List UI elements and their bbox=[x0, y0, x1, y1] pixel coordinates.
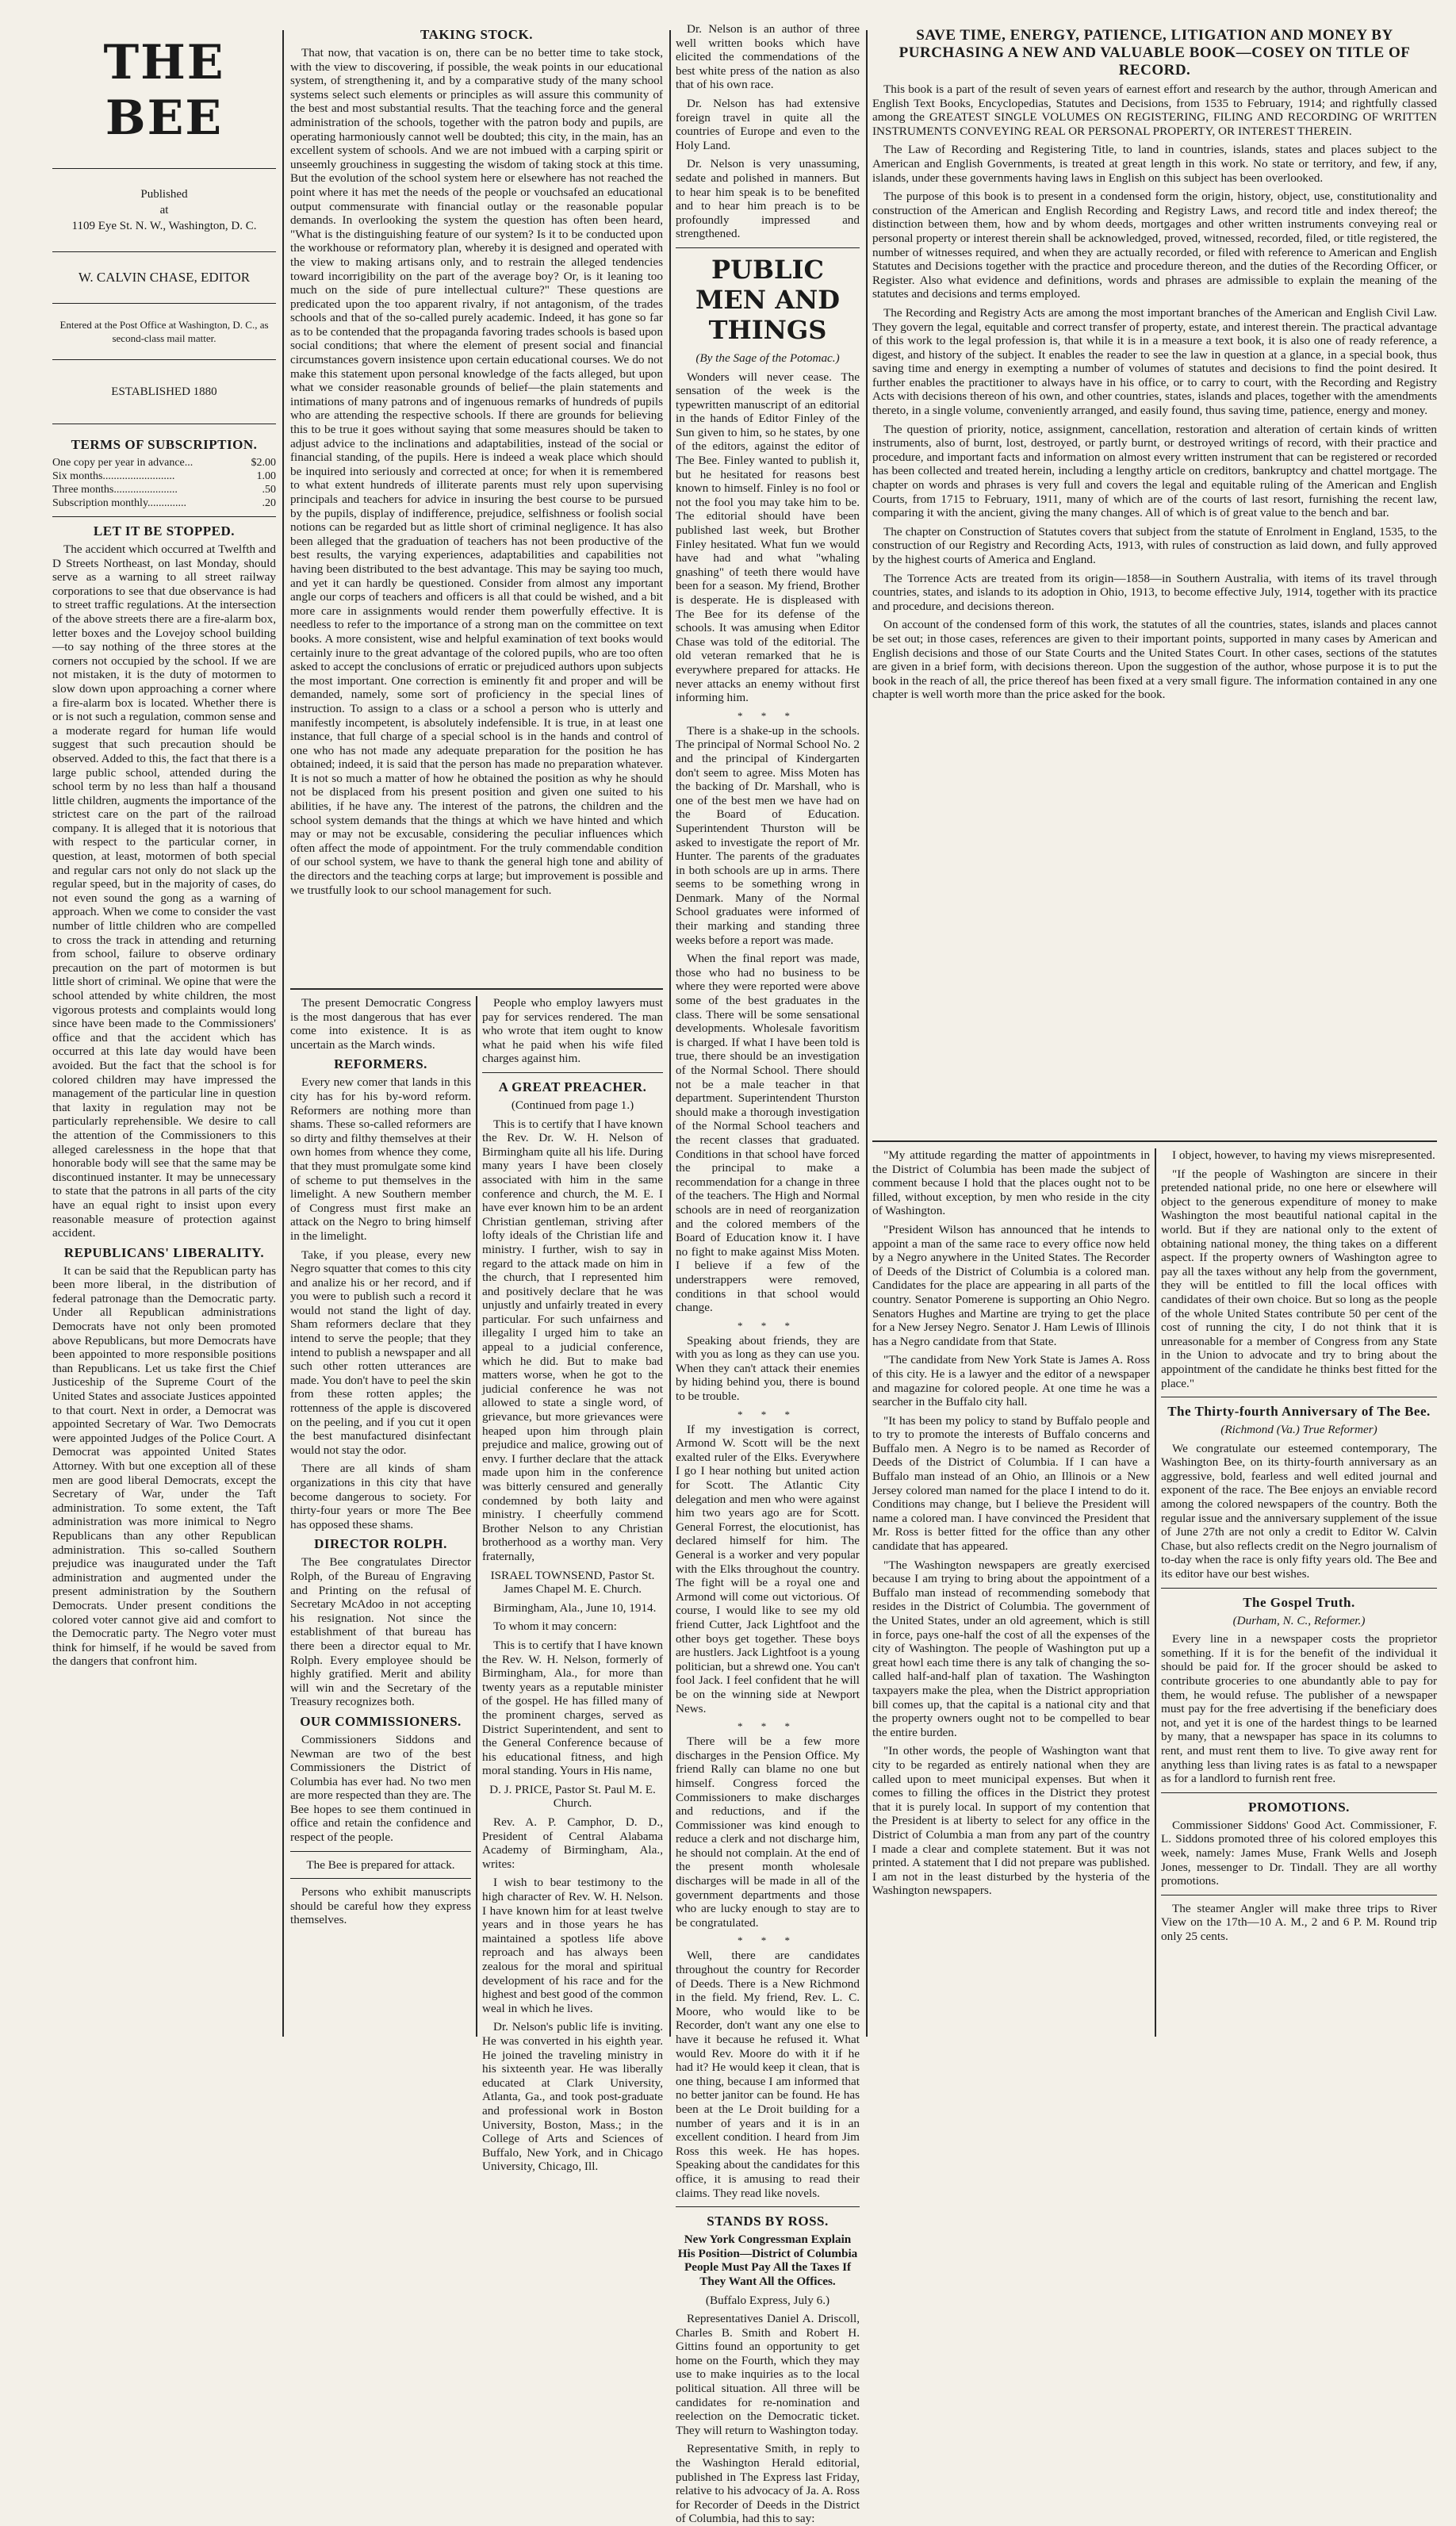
divider bbox=[482, 1072, 663, 1073]
entered-notice: Entered at the Post Office at Washington, D. C., as second-class mail matter. bbox=[59, 319, 269, 344]
newspaper-page bbox=[52, 22, 1440, 2526]
divider bbox=[290, 1878, 471, 1879]
section-rule bbox=[290, 988, 663, 990]
article-heading: TAKING STOCK. bbox=[420, 27, 533, 42]
column-rule bbox=[476, 996, 477, 2037]
advert-paragraph: The purpose of this book is to present in a condensed form the origin, history, object, use, constitutionality and construction of the American and English Recording and Registry Laws, and record title and index thereof; the distinction between them, how and by whom deeds, mortgages and other written instruments conveying real or personal property or interest therein shall be acknowledged, proved, witnessed, recorded, filed, or title registered, the number of witnesses required, and when they are actually recorded, or filed with reference to American and English Statutes and Decisions together with the practice and procedure thereon, and the duties of the Recording Officer, or Register. Also what evidence and definitions, words and phrases are admissible to explain the meaning of the statutes and decisions and terms employed. bbox=[872, 190, 1437, 301]
terms-heading: TERMS OF SUBSCRIPTION. bbox=[71, 437, 258, 452]
article-paragraph: Commissioners Siddons and Newman are two of the best Commissioners the District of Columbia has ever had. No two men are more respected than they are. The Bee hopes to see them continued in office and retain the confidence and respect of the people. bbox=[290, 1732, 471, 1845]
advert-paragraph: The chapter on Construction of Statutes covers that subject from the statute of Enrolment in England, 1535, to the construction of our Registry and Recording Acts, 1913, with rules of construction as laid down, and fully approved by the highest courts of America and England. bbox=[872, 524, 1437, 566]
separator-stars: * * * bbox=[738, 1319, 798, 1332]
column-rule bbox=[669, 30, 671, 2037]
column-1 bbox=[52, 22, 276, 2037]
byline: (Richmond (Va.) True Reformer) bbox=[1220, 1423, 1377, 1437]
byline: (Durham, N. C., Reformer.) bbox=[1232, 1613, 1366, 1627]
article-paragraph: "The candidate from New York State is James A. Ross of this city. He is a lawyer and the editor of a newspaper and magazine for colored people. At one time he was a searcher in the Buffalo city hall. bbox=[872, 1353, 1150, 1409]
article-paragraph: Every new comer that lands in this city has for his by-word reform. Reformers are nothing more than shams. These so-called reformers are so dirty and filthy themselves at their own homes from whence they come, that they must promulgate some kind of scheme to put themselves in the limelight. A new Southern member of Congress must first make an attack on the Negro to bring himself in the limelight. bbox=[290, 1075, 471, 1243]
article-paragraph: Rev. A. P. Camphor, D. D., President of Central Alabama Academy of Birmingham, Ala., writes: bbox=[482, 1815, 663, 1871]
masthead-title: THE BEE bbox=[103, 35, 225, 146]
divider bbox=[290, 1851, 471, 1852]
article-paragraph: The accident which occurred at Twelfth and D Streets Northeast, on last Monday, should serve as a warning to all street railway corporations to see that due observance is had to street traffic regulations. At the intersection of the above streets there are a fire-alarm box, letter boxes and the Lovejoy school building—to say nothing of the three stores at the corners not occupied by the school. If we are not mistaken, it is the duty of motormen to slow down upon approaching a corner where a fire-alarm box is located. Whether there is or is not such a regulation, common sense and a moderate regard for human life would suggest that such precaution should be observed. Added to this, the fact that there is a large public school, attended during the school term by no less than half a thousand little children, augments the importance of the strictest care on the part of the railroad company. It is alleged that it is notorious that with respect to the particular corner, in question, at least, motormen of both special and regular cars not only do not slack up the regular speed, but in the majority of cases, do not even sound the gong as a warning of approach. When we come to consider the vast number of little children who are compelled to cross the track in attending and returning from school, failure to observe ordinary precaution on the part of motormen is but little short of criminal. We opine that were the school attended by white children, the most vigorous protests and complaints would long since have been made to the Commissioners' office and that the accident which has occurred at this late day would have been avoided. But the fact that the school is for colored children may have impressed the management of the particular line in question that laxity in regulation may not be particularly reprehensible. We desire to call the attention of the Commissioners to this alleged carelessness in the hope that that honorable body will see that the same may be discontinued instanter. It may be unnecessary to state that the patrons in all parts of the city have an equal right to insist upon every reasonable measure of protection against accident. bbox=[52, 542, 276, 1240]
at-label: at bbox=[159, 204, 169, 217]
article-heading: REPUBLICANS' LIBERALITY. bbox=[63, 1244, 265, 1260]
article-paragraph: Persons who exhibit manuscripts should be careful how they express themselves. bbox=[290, 1885, 471, 1927]
article-paragraph: The steamer Angler will make three trips to River View on the 17th—10 A. M., 2 and 6 P. M. Round trip only 25 cents. bbox=[1161, 1901, 1437, 1943]
article-paragraph: The Bee congratulates Director Rolph, of the Bureau of Engraving and Printing on the refusal of Secretary McAdoo in not accepting his resignation. Not since the establishment of that bureau has there been a director equal to Mr. Rolph. Every employee should be highly gratified. Merit and ability will win and the Secretary of the Treasury recognizes both. bbox=[290, 1555, 471, 1709]
column-rule bbox=[282, 30, 284, 2037]
article-paragraph: "President Wilson has announced that he intends to appoint a man of the same race to every office now held by a Negro anywhere in the United States. The Recorder of Deeds of the District of Columbia is a colored man. Candidates for the place are appearing in all parts of the country. Senator Pomerene is supporting an Ohio Negro. Senators Hughes and Martine are trying to get the place for a New Jersey Negro. Senator J. Ham Lewis of Illinois has a Negro candidate from that State. bbox=[872, 1222, 1150, 1348]
advert-paragraph: This book is a part of the result of seven years of earnest effort and research by the author, through American and English Text Books, Encyclopedias, Statutes and Decisions, from 1535 to February, 1914; and rightfully classed among the GREATEST SINGLE VOLUMES ON REGISTERING, FILING AND RECORDING OF WRITTEN INSTRUMENTS CONVEYING REAL OR PERSONAL PROPERTY, OR INTEREST THEREIN. bbox=[872, 82, 1437, 138]
article-paragraph: That now, that vacation is on, there can be no better time to take stock, with the view to discovering, if possible, the weak points in our educational system, of strengthening it, and by a comparative study of the many school systems select such elements or principles as will assure this community of the best and most substantial results. That the teaching force and the general administration of the schools, together with the patron body and pupils, are operating harmoniously cannot well be doubted; this city, in the main, has an excellent system of schools. And we are not imbued with a carping spirit or unseemly grouchiness in suggesting the wisdom of taking stock at this time. But the evolution of the school system here or elsewhere has not reached the point where it has met the needs of the people or vouchsafed an educational output commensurate with financial outlay or the reasonable popular demands. In overlooking the system the question has often been heard, "What is the distinguishing feature of our system? Is it to be conducted upon the workhouse or reformatory plan, whereby it is designed and operated with the view to making artisans only, and to restrain the alleged tendencies toward incorrigibility on the part of the average boy? Or, is it leaning too much on the side of pure intellectual culture?" These questions are predicated upon the too apparent rivalry, if not antagonism, of the trades schools and that of the so-called purely academic. Indeed, it has gone so far as to be contended that the propaganda favoring trades schools is based upon social conditions; that where the element of present social and financial circumstances govern insistence upon certain educational courses. We do not make this statement upon personal knowledge of the facts alleged, but upon what we consider reasonable grounds of belief—the plain statements and intimations of many patrons and of ingenuous remarks of hundreds of pupils who are attending the respective schools. If there are grounds for believing this to be true it goes without saying that some measures should be taken to adjust advice to the inclinations and adaptabilities, instead of the social or financial standing, of the pupils. Here is indeed a weak place which should be inquired into seriously and corrected at once; for when it is remembered to what extent hundreds of illiterate parents must rely upon supervising principals and teachers for advice in insuring the best course to be pursued by the pupils, display of indifference, prejudice, selfishness or foolish social notions can be regarded but as little short of criminal negligence. It has also been alleged that the graduation of teachers has not been productive of the best results, the varying experiences, adaptabilities and capabilities not having been distributed to the best advantage. This may be saying too much, and yet it can hardly be questioned. Consider from almost any important angle our corps of teachers and officers is all that could be wished, and a bit more care in assignments would render them powerfully effective. It is needless to refer to the importance of a strong man on the committee on text books. A more consistent, wise and helpful examination of text books would certainly inure to the great advantage of the colored pupils, who are too often asked to accept the conclusions of erratic or prejudiced authors upon subjects the most important. One correction is eminently fit and proper and will be demanded, namely, some sort of proficiency in the special lines of instruction. To assign to a class or a school a person who is utterly and manifestly incompetent, is absolutely indefensible. It is true, in at least one instance, that full charge of a special school is in the hands and control of one who has not made any adequate preparation for the position he has obtained; indeed, it is said that the person has made no preparation whatever. It is not so much a matter of how he obtained the position as why he should not be displaced from his present position and given one suited to his abilities, if he have any. The interest of the patrons, the children and the school system demands that the things at which we have hinted and which may or may not be excusable, considering the peculiar influences which often affect the mode of appointment. For the truly commendable condition of our school system, we have to thank the general high tone and ability of the directors and the teaching corps at large; but improvement is possible and we trustfully look to our school management for such. bbox=[290, 46, 663, 897]
signature: D. J. PRICE, Pastor St. Paul M. E. Church. bbox=[489, 1782, 656, 1811]
byline: (Buffalo Express, July 6.) bbox=[705, 2293, 830, 2307]
separator-stars: * * * bbox=[738, 709, 798, 722]
separator-stars: * * * bbox=[738, 1934, 798, 1947]
article-paragraph: Speaking about friends, they are with you as long as they can use you. When they can't attack their enemies by hiding behind you, there is bound to be trouble. bbox=[676, 1333, 860, 1404]
article-paragraph: To whom it may concern: bbox=[493, 1619, 617, 1634]
separator-stars: * * * bbox=[738, 1408, 798, 1420]
advert-paragraph: On account of the condensed form of this work, the statutes of all the countries, states, islands and places cannot be set out; in those cases, references are given to their important points, supported in many cases by American and English decisions and those of our State Courts and the United States Court. In other cases, sections of the statutes are given in a brief form, with decisions thereon. Upon the suggestion of the author, whose purpose it is to put the book in the reach of all, the price thereof has been fixed at a very small figure. The information contained in any one chapter is well worth more than the price asked for the book. bbox=[872, 618, 1437, 702]
article-paragraph: This is to certify that I have known the Rev. Dr. W. H. Nelson of Birmingham quite all his life. During many years I have been closely associated with him in the same conference and church, the M. E. I have ever known him to be an ardent Christian gentleman, striving after lofty ideals of the Christian life and ministry. I further, wish to say in regard to the attack made on him in the church, that I represented him and positively declare that he was unjustly and unfairly treated in every particular. For such unfairness and illegality I urged him to take an appeal to a judicial conference, which he did. But to make bad matters worse, when he got to the judicial conference he was not allowed to state a single word, of grievance, but more grievances were heaped upon him through plain prejudice and malice, growing out of envy. I further declare that the attack made upon him in the conference was bitterly censured and generally condemned by both laity and ministry. I cheerfully commend Brother Nelson to any Christian brotherhood as a worthy man. Very fraternally, bbox=[482, 1117, 663, 1563]
divider bbox=[676, 2206, 860, 2207]
article-paragraph: Representatives Daniel A. Driscoll, Charles B. Smith and Robert H. Gittins found an opportunity to get home on the Fourth, which they may use to make inquiries as to the local political situation. All three will be candidates for re-nomination and reelection on the Democratic ticket. They will return to Washington today. bbox=[676, 2312, 860, 2437]
table-row: Subscription monthly.............. .20 bbox=[52, 497, 276, 509]
article-paragraph: There are all kinds of sham organizations in this city that have become dangerous to society. For thirty-four years or more The Bee has opposed these shams. bbox=[290, 1462, 471, 1531]
article-paragraph: Take, if you please, every new Negro squatter that comes to this city and analize his or her record, and if you were to publish such a record it would not stand the light of day. Sham reformers declare that they intend to serve the people; that they intend to publish a newspaper and all such other rotten utterances are made. You don't have to peel the skin from these rotten apples; the rottenness of the apple is discovered on the peeling, and if you cut it open the best manufactured disinfectant would not stay the odor. bbox=[290, 1248, 471, 1457]
divider bbox=[676, 247, 860, 248]
subscription-table bbox=[52, 456, 276, 510]
signature: ISRAEL TOWNSEND, Pastor St. James Chapel M. E. Church. bbox=[490, 1568, 655, 1596]
separator-stars: * * * bbox=[738, 1720, 798, 1733]
continued-note: (Continued from page 1.) bbox=[511, 1098, 634, 1112]
published-label: Published bbox=[140, 188, 188, 201]
column-2 bbox=[290, 996, 471, 2037]
article-paragraph: The present Democratic Congress is the most dangerous that has ever come into existence. It is as uncertain as the March winds. bbox=[290, 996, 471, 1052]
divider bbox=[1161, 1588, 1437, 1589]
article-paragraph: Dr. Nelson's public life is inviting. He was converted in his eighth year. He joined the traveling ministry in his sixteenth year. He was liberally educated at Clark University, Atlanta, Ga., and took post-graduate and professional work in Boston University, Boston, Mass.; in the College of Arts and Sciences of Buffalo, New York, and in Chicago University, Chicago, Ill. bbox=[482, 2020, 663, 2174]
article-paragraph: If my investigation is correct, Armond W. Scott will be the next exalted ruler of the Elks. Everywhere I go I hear nothing but united action for Scott. The Atlantic City delegation and men who were against him two years ago are for Scott. General Forrest, the elocutionist, has declared himself for him. The General is a worker and very popular with the Elks throughout the country. The fight will be a royal one and Armond will come out victorious. Of course, I would like to see my old friend Cutter, Jack Lightfoot and the other boys get together. These boys are hustlers. Jack Lightfoot is a young politician, but a shrewd one. You can't fool Jack. I feel confident that he will be on the winning side at Newport News. bbox=[676, 1422, 860, 1715]
taking-stock-article bbox=[290, 22, 663, 982]
advert-paragraph: The question of priority, notice, assignment, cancellation, restoration and alteration of certain kinds of written instruments, also of burnt, lost, destroyed, or partly burnt, or destroyed writings of record, with their practice and procedure, and important facts and information on almost every written instrument that can be registered or recorded has been collected and treated herein, including a lengthy article on creditors, bankruptcy and chattel mortgage. The chapter on words and phrases is very full and covers the legal and equitable ruling of the American and English Courts, from 1715 to February, 1911, many of which are of the courts of last resort, furnishing the recent law, comparing it with the ancient, giving the many changes. All of which is of great value to the bench and bar. bbox=[872, 422, 1437, 520]
article-heading: PROMOTIONS. bbox=[1248, 1799, 1350, 1815]
divider bbox=[1161, 1792, 1437, 1793]
divider bbox=[52, 303, 276, 304]
article-paragraph: "If the people of Washington are sincere in their pretended national pride, no one here or elsewhere will object to the generous expenditure of money to make Washington the most beautiful national capital in the world. But if they are national only to the extent of obtaining national money, the thing takes on a different aspect. If the property owners of Washington agree to pay all the taxes without any help from the government, they will be entitled to fill the local offices with candidates of their own choice. But so long as the people of the whole United States contribute 50 per cent of the cost of running the city, I do not think that it is unreasonable for a member of Congress from any State in the Union to advocate and try to bring about the appointment of the candidate he thinks best fitted for the place." bbox=[1161, 1167, 1437, 1390]
article-heading: STANDS BY ROSS. bbox=[707, 2214, 829, 2229]
subheading: New York Congressman Explain His Position—District of Columbia People Must Pay All the Taxes If They Want All the Offices. bbox=[677, 2233, 858, 2288]
column-3 bbox=[482, 996, 663, 2174]
article-paragraph: "The Washington newspapers are greatly exercised because I am trying to bring about the appointment of a Buffalo man instead of recommending somebody that resides in the District of Columbia. The government of the United States, under an old agreement, which is still in force, pays one-half the cost of all the expenses of the city of Washington. The people of Washington put up a great howl each time there is any talk of changing the so-called half-and-half plan of taxation. The Washington taxpayers make the plea, when the District appropriation bill comes up, that the capital is a national city and that the property owners ought not to be compelled to bear the entire burden. bbox=[872, 1558, 1150, 1739]
article-paragraph: Dr. Nelson is an author of three well written books which have elicited the commendations of the best white press of the nation as also that of his own race. bbox=[676, 22, 860, 92]
table-row: One copy per year in advance... $2.00 bbox=[52, 457, 276, 469]
article-heading: The Thirty-fourth Anniversary of The Bee. bbox=[1167, 1404, 1431, 1420]
advert-paragraph: The Recording and Registry Acts are among the most important branches of the American and English Civil Law. They govern the legal, equitable and correct transfer of property, estate, and interest therein. The practical advantage of this work to the legal profession is, that while it is in a measure a text book, it is also one of ready reference, a digest, and history of the subject. It enables the reader to see the law in question at a glance, in a special book, thus saving time and energy in exempting a number of volumes of statutes and decisions to find the point desired. It further enables the practitioner to always have in his office, or to carry to court, with the Recording and Registry Acts with decisions thereon of his own, and other countries, states, islands and places, together with the amendments thereto, in a single volume, conveniently arranged, and easily found, thus saving time, patience, energy and money. bbox=[872, 305, 1437, 418]
article-heading: DIRECTOR ROLPH. bbox=[314, 1536, 447, 1552]
column-rule bbox=[866, 30, 868, 2037]
advert-heading: SAVE TIME, ENERGY, PATIENCE, LITIGATION AND MONEY BY PURCHASING A NEW AND VALUABLE BOOK—COSEY ON TITLE OF RECORD. bbox=[899, 27, 1411, 79]
column-rule bbox=[1155, 1148, 1156, 2037]
article-paragraph: It can be said that the Republican party has been more liberal, in the distribution of federal patronage than the Democratic party. Under all Republican administrations Democrats have not only been promoted above Republicans, but more Democrats have been appointed to more responsible positions than Republicans. Let us take first the Chief Justiceship of the Supreme Court of the United States and associate Justices appointed to that court. Next in order, a Democrat was appointed Secretary of War. Two Democrats were appointed Judges of the Police Court. A Democrat was appointed United States Attorney. With but one exception all of these men are good liberal Democrats, except the Secretary of War, under the Taft administration. To some extent, the Taft administration was more inimical to Negro Republicans than any other Republican administration. This so-called Southern prejudice was inaugurated under the Taft administration and augmented under the present administration by the Southern Democrats. Under present conditions the colored voter cannot give aid and comfort to the Democratic party. The Negro voter must think for himself, if he would be saved from the dangers that confront him. bbox=[52, 1263, 276, 1669]
column-5 bbox=[872, 1148, 1150, 2037]
article-paragraph: "In other words, the people of Washington want that city to be regarded as entirely national when they are called upon to meet municipal expenses. But when it comes to filling the offices in the District they protest that it is purely local. In support of my contention that the President is at liberty to select for any office in the District of Columbia a man from any part of the country I made a clear and complete statement. But it was not printed. A statement that I did not prepare was published. I am not in the least disturbed by the hysteria of the Washington newspapers. bbox=[872, 1744, 1150, 1898]
divider bbox=[52, 516, 276, 517]
divider bbox=[52, 168, 276, 169]
article-paragraph: Every line in a newspaper costs the proprietor something. If it is for the benefit of the individual it should be paid for. If the grocer should be asked to contribute groceries to one abundantly able to pay for them, he would refuse. The publisher of a newspaper must pay for the free advertising if the beneficiary does not, and yet it is one of the hardest things to be learned by many, that a newspaper has space in its columns to rent, and must rent them to live. To give away rent for anything less than living rates is as fatal to a newspaper as for a landlord to furnish rent free. bbox=[1161, 1632, 1437, 1786]
article-paragraph: Representative Smith, in reply to the Washington Herald editorial, published in The Express last Friday, relative to his advocacy of Ja. A. Ross for Recorder of Deeds in the District of Columbia, had this to say: bbox=[676, 2442, 860, 2526]
section-rule bbox=[872, 1140, 1437, 1142]
column-6 bbox=[1161, 1148, 1437, 2037]
article-paragraph: Dr. Nelson is very unassuming, sedate and polished in manners. But to hear him speak is to be benefited and to hear him preach is to be profoundly impressed and strengthened. bbox=[676, 157, 860, 241]
article-paragraph: Commissioner Siddons' Good Act. Commissioner, F. L. Siddons promoted three of his colored employes this week, namely: James Muse, Frank Wells and Joseph Jones, messenger to Dr. Tindall. They are all worthy promotions. bbox=[1161, 1818, 1437, 1888]
article-paragraph: When the final report was made, those who had no business to be where they were reported were above some of the best graduates in the class. There will be some sensational developments. Wholesale favoritism is charged. If what I have been told is true, there should be an investigation of the Normal School. There should not be a male teacher in that department. Superintendent Thurston should make a thorough investigation of the Normal School teachers and the recent classes that graduated. Conditions in that school have forced the principal to make a recommendation for a change in three of the teachers. The High and Normal schools are in need of reorganization and the colored members of the Board of Education know it. I have no fight to make against Miss Moten. I believe if a few of the understrappers were removed, conditions in that school would change. bbox=[676, 952, 860, 1315]
advert-paragraph: The Torrence Acts are treated from its origin—1858—in Southern Australia, with items of its travel through countries, states, and islands to its adoption in Ohio, 1913, to become effective July, 1914, together with its practice and procedure, and decisions thereon. bbox=[872, 571, 1437, 613]
article-paragraph: Wonders will never cease. The sensation of the week is the typewritten manuscript of an editorial in the hands of Editor Finley of the Sun given to him, so he states, by one of the editors, against the editor of The Bee. Finley wanted to publish it, but he hesitated for reasons best known to himself. Finley is no fool or not the fool you may take him to be. The editorial should have been published last week, but Brother Finley hesitated. What fun we would have had and what "whaling gnashing" of teeth there would have been for a season. My friend, Brother is desperate. He is displeased with The Bee for its defense of the schools. It was amusing when Editor Chase was told of the editorial. The old veteran remarked that he is everywhere prepared for attacks. He never attacks an enemy without first informing him. bbox=[676, 370, 860, 705]
article-heading: The Gospel Truth. bbox=[1243, 1594, 1355, 1610]
article-paragraph: Well, there are candidates throughout the country for Recorder of Deeds. There is a New Richmond in the field. My friend, Rev. L. C. Moore, who would like to be Recorder, don't want any one else to have it because he refused it. What would Rev. Moore do with it if he had it? He would keep it clean, that is one thing, because I am informed that no better janitor can be found. He has been at the Le Droit building for a number of years and it is in an excellent condition. I heard from Jim Ross this week. He has hopes. Speaking about the candidates for this office, it is amusing to read their claims. They read like novels. bbox=[676, 1949, 860, 2200]
article-paragraph: We congratulate our esteemed contemporary, The Washington Bee, on its thirty-fourth anniversary as an aggressive, bold, fearless and well edited journal and exponent of the race. The Bee enjoys an enviable record among the colored newspapers of the country. Both the regular issue and the anniversary supplement of the issue of June 27th are not only a credit to Editor W. Calvin Chase, but also reflects credit on the Negro journalism of to-day when the race is only fifty years old. The Bee and its editor have our best wishes. bbox=[1161, 1441, 1437, 1581]
address: 1109 Eye St. N. W., Washington, D. C. bbox=[71, 220, 257, 232]
table-row: Six months.......................... 1.00 bbox=[52, 470, 276, 482]
article-heading: A GREAT PREACHER. bbox=[498, 1079, 647, 1094]
article-paragraph: The Bee is prepared for attack. bbox=[306, 1857, 455, 1872]
article-heading: LET IT BE STOPPED. bbox=[93, 523, 236, 539]
save-time-advertisement bbox=[872, 22, 1437, 1133]
article-paragraph: Birmingham, Ala., June 10, 1914. bbox=[493, 1600, 657, 1615]
article-heading: PUBLIC MEN AND THINGS bbox=[695, 254, 841, 345]
advert-paragraph: The Law of Recording and Registering Title, to land in countries, islands, states and places subject to the American and English Governments, is treated at great length in this work. No state or territory, and few, if any, islands, under these governments having laws in English on this subject has been overlooked. bbox=[872, 143, 1437, 185]
divider bbox=[52, 251, 276, 252]
article-heading: OUR COMMISSIONERS. bbox=[300, 1713, 462, 1729]
article-paragraph: There will be a few more discharges in the Pension Office. My friend Rally can blame no one but himself. Congress forced the Commissioners to make discharges and reductions, and if the Commissioner was kind enough to reduce a clerk and not discharge him, he should not complain. At the end of the present month wholesale discharges will be made in all of the government departments and those who are lucky enough to stay are to be congratulated. bbox=[676, 1734, 860, 1930]
article-paragraph: I object, however, to having my views misrepresented. bbox=[1172, 1148, 1435, 1162]
editor: W. CALVIN CHASE, EDITOR bbox=[78, 270, 251, 285]
divider bbox=[52, 359, 276, 360]
article-paragraph: This is to certify that I have known the Rev. W. H. Nelson, formerly of Birmingham, Ala., for more than twenty years as a reputable minister of the gospel. He has filled many of the prominent charges, served as District Superintendent, and sent to the General Conference because of his educational fitness, and high moral standing. Yours in His name, bbox=[482, 1638, 663, 1778]
byline: (By the Sage of the Potomac.) bbox=[695, 351, 840, 365]
article-paragraph: "My attitude regarding the matter of appointments in the District of Columbia has been made the subject of comment because I hold that the places ought not to be filled, without exception, by men who reside in the city of Washington. bbox=[872, 1148, 1150, 1218]
article-paragraph: People who employ lawyers must pay for services rendered. The man who wrote that item ought to know what he paid when his wife filed charges against him. bbox=[482, 996, 663, 1066]
article-paragraph: "It has been my policy to stand by Buffalo people and to try to promote the interests of Buffalo concerns and Buffalo men. A Negro is to be named as Recorder of Deeds of the District of Columbia. If I can have a Buffalo man instead of an Ohio, an Illinois or a New Jersey colored man named for the place I intend to do it. Conditions may change, but I believe the President will name a colored man. I have convinced the President that Mr. Ross is better fitted for the office than any other candidate that has appeared. bbox=[872, 1413, 1150, 1554]
established: ESTABLISHED 1880 bbox=[111, 385, 217, 398]
table-row: Three months....................... .50 bbox=[52, 484, 276, 496]
column-4 bbox=[676, 22, 860, 2526]
article-paragraph: I wish to bear testimony to the high character of Rev. W. H. Nelson. I have known him for at least twelve years and in those years he has maintained a spotless life above reproach and has always been zealous for the moral and spiritual development of his race and for the highest and best good of the common weal in which he lives. bbox=[482, 1876, 663, 2015]
article-heading: REFORMERS. bbox=[334, 1056, 427, 1072]
article-paragraph: There is a shake-up in the schools. The principal of Normal School No. 2 and the principal of Kindergarten don't seem to agree. Miss Moten has the backing of Dr. Marshall, who is one of the best men we have had on the Board of Education. Superintendent Thurston will be asked to investigate the report of Mr. Hunter. The parents of the graduates in both schools are up in arms. There seems to be something wrong in Denmark. Many of the Normal School graduates were informed of their marking and standing three weeks before a report was made. bbox=[676, 723, 860, 947]
article-paragraph: Dr. Nelson has had extensive foreign travel in quite all the countries of Europe and even to the Holy Land. bbox=[676, 96, 860, 152]
